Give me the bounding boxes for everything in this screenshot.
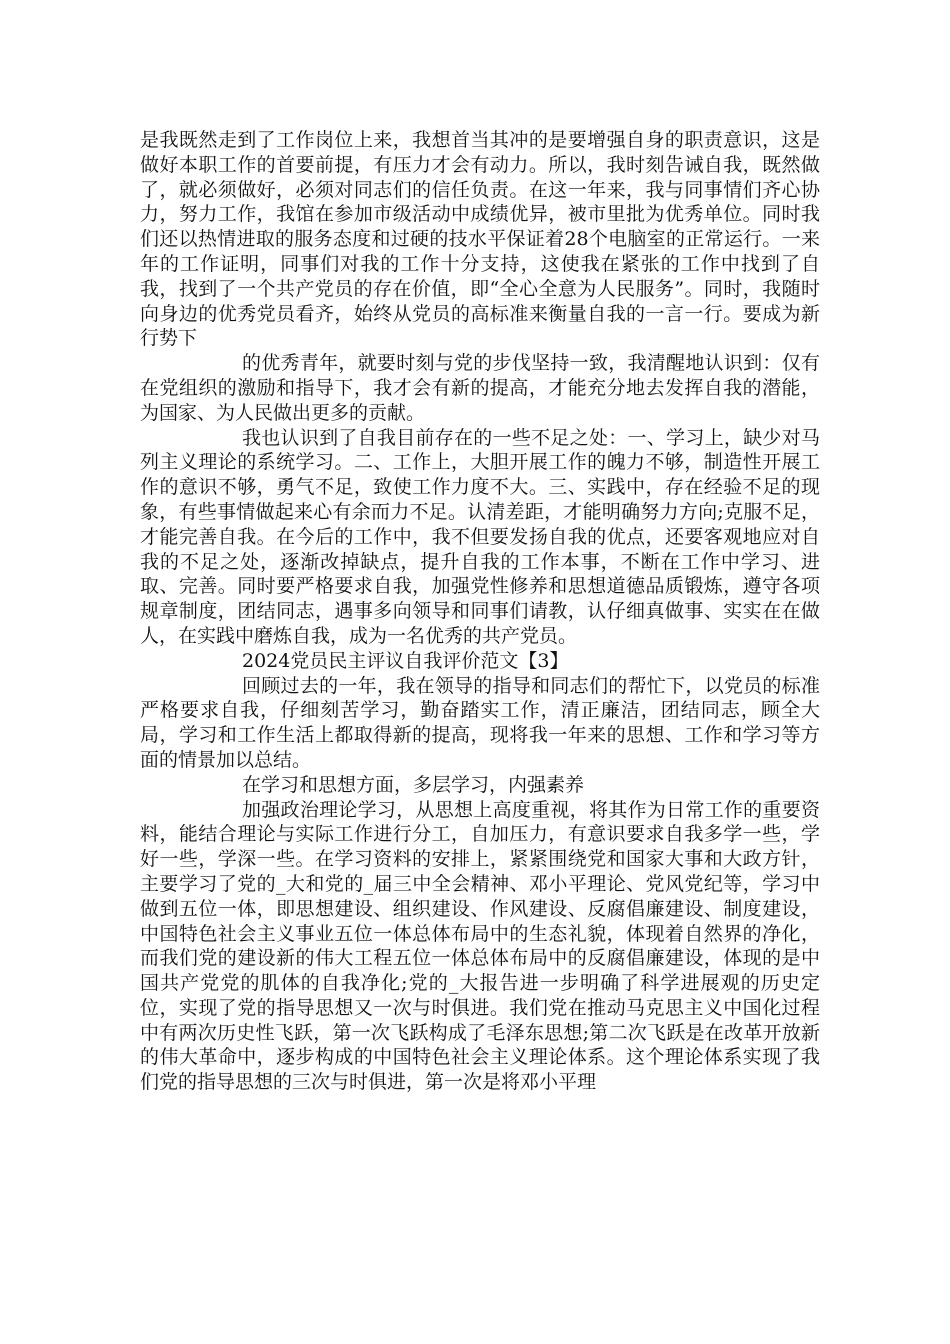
paragraph-1: 是我既然走到了工作岗位上来，我想首当其冲的是要增强自身的职责意识，这是做好本职工作的首要前提，有压力才会有动力。所以，我时刻告诫自我，既然做了，就必须做好，必须对同志们的信任负责。在这一年来，我与同事情们齐心协力，努力工作，我馆在参加市级活动中成绩优异，被市里批为优秀单位。同时我们还以热情进取的服务态度和过硬的技水平保证着28个电脑室的正常运行。一来年的工作证明，同事们对我的工作十分支持，这使我在紧张的工作中找到了自我，找到了一个共产党员的存在价值，即“全心全意为人民服务”。同时，我随时向身边的优秀党员看齐，始终从党员的高标准来衡量自我的一言一行。要成为新行势下	[140, 129, 820, 350]
paragraph-2: 的优秀青年，就要时刻与党的步伐坚持一致，我清醒地认识到：仅有在党组织的激励和指导下，我才会有新的提高，才能充分地去发挥自我的潜能，为国家、为人民做出更多的贡献。	[140, 352, 820, 424]
document-page	[140, 128, 820, 1095]
paragraph-3: 我也认识到了自我目前存在的一些不足之处：一、学习上，缺少对马列主义理论的系统学习。二、工作上，大胆开展工作的魄力不够，制造性开展工作的意识不够，勇气不足，致使工作力度不大。三、实践中，存在经验不足的现象，有些事情做起来心有余而力不足。认清差距，才能明确努力方向;克服不足，才能完善自我。在今后的工作中，我不但要发扬自我的优点，还要客观地应对自我的不足之处，逐渐改掉缺点，提升自我的工作本事，不断在工作中学习、进取、完善。同时要严格要求自我，加强党性修养和思想道德品质锻炼，遵守各项规章制度，团结同志，遇事多向领导和同事们请教，认仔细真做事、实实在在做人，在实践中磨炼自我，成为一名优秀的共产党员。	[140, 426, 820, 647]
paragraph-5: 加强政治理论学习，从思想上高度重视，将其作为日常工作的重要资料，能结合理论与实际工作进行分工，自加压力，有意识要求自我多学一些，学好一些，学深一些。在学习资料的安排上，紧紧围绕党和国家大事和大政方针，主要学习了党的_大和党的_届三中全会精神、邓小平理论、党风党纪等，学习中做到五位一体，即思想建设、组织建设、作风建设、反腐倡廉建设、制度建设，中国特色社会主义事业五位一体总体布局中的生态礼貌，体现着自然界的净化，而我们党的建设新的伟大工程五位一体总体布局中的反腐倡廉建设，体现的是中国共产党党的肌体的自我净化;党的_大报告进一步明确了科学进展观的历史定位，实现了党的指导思想又一次与时俱进。我们党在推动马克思主义中国化过程中有两次历史性飞跃，第一次飞跃构成了毛泽东思想;第二次飞跃是在改革开放新的伟大革命中，逐步构成的中国特色社会主义理论体系。这个理论体系实现了我们党的指导思想的三次与时俱进，第一次是将邓小平理	[140, 798, 820, 1094]
subheading: 在学习和思想方面，多层学习，内强素养	[242, 773, 585, 796]
paragraph-4: 回顾过去的一年，我在领导的指导和同志们的帮忙下，以党员的标准严格要求自我，仔细刻苦学习，勤奋踏实工作，清正廉洁，团结同志，顾全大局，学习和工作生活上都取得新的提高，现将我一年来的思想、工作和学习等方面的情景加以总结。	[140, 674, 820, 771]
section-heading: 2024党员民主评议自我评价范文【3】	[242, 649, 569, 672]
